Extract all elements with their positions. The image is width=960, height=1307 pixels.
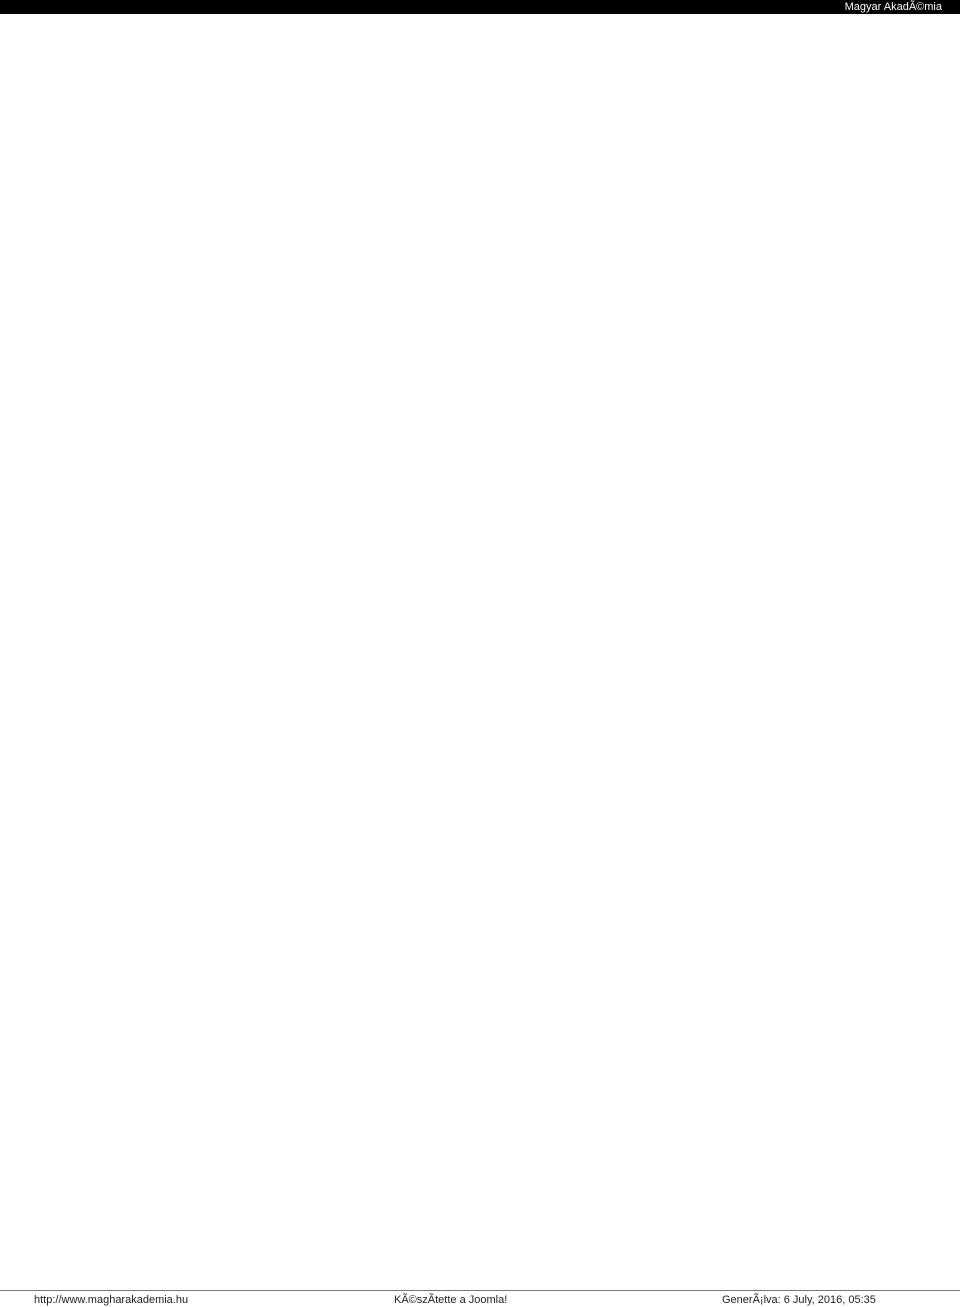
page-header <box>0 0 960 14</box>
footer-generated-date: GenerÃ¡lva: 6 July, 2016, 05:35 <box>722 1294 876 1306</box>
site-name[interactable]: Magyar AkadÃ©mia <box>844 1 942 13</box>
footer-url-link[interactable]: http://www.magharakademia.hu <box>34 1294 189 1306</box>
footer-credit: KÃ©szÃtette a Joomla! <box>394 1294 508 1306</box>
page-footer <box>0 1290 960 1307</box>
